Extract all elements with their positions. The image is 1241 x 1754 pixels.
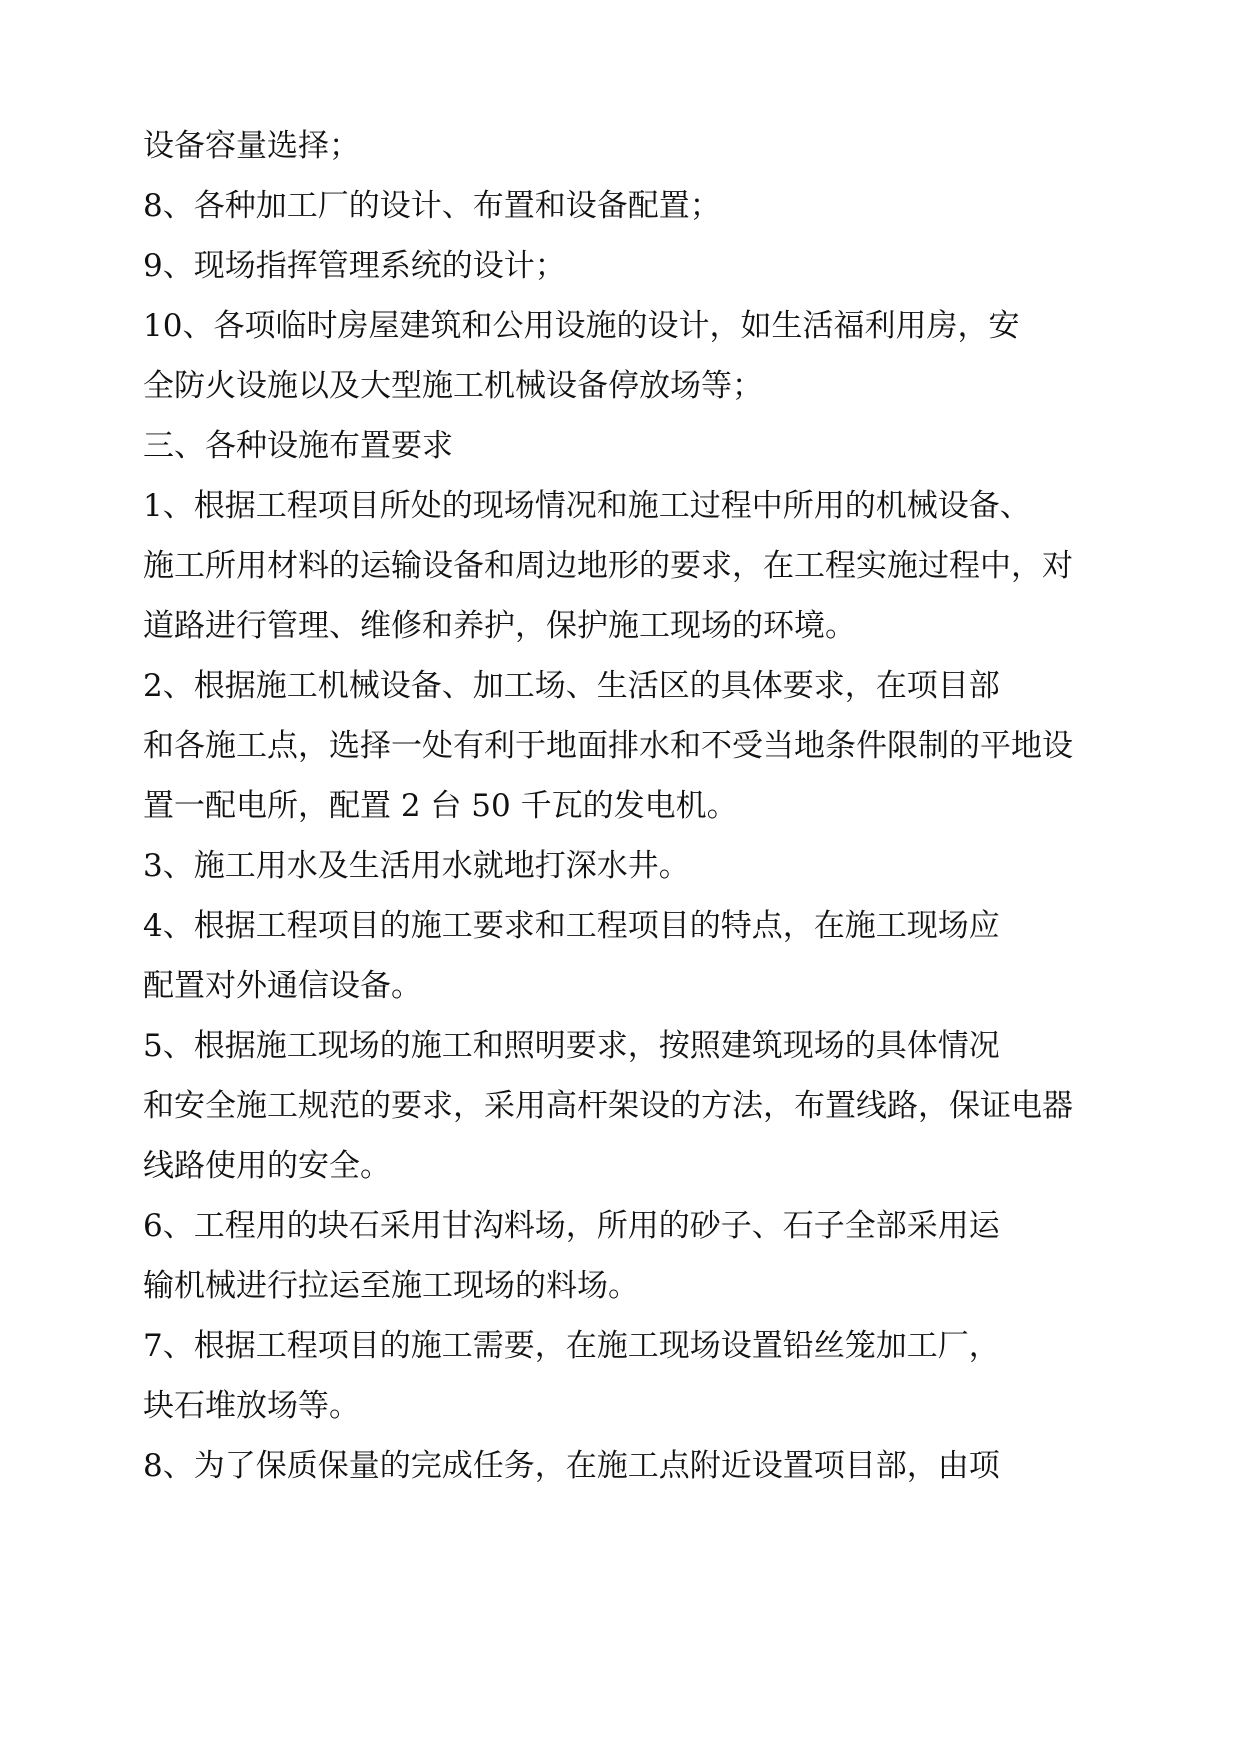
text-line: 8、为了保质保量的完成任务，在施工点附近设置项目部，由项 [143,1448,1000,1484]
text-line: 7、根据工程项目的施工需要，在施工现场设置铅丝笼加工厂， [143,1328,1000,1364]
text-line: 和各施工点，选择一处有利于地面排水和不受当地条件限制的平地设 [143,728,1073,764]
text-line: 9、现场指挥管理系统的设计； [143,248,566,284]
text-line: 2、根据施工机械设备、加工场、生活区的具体要求，在项目部 [143,668,1000,704]
text-line: 施工所用材料的运输设备和周边地形的要求，在工程实施过程中，对 [143,548,1073,584]
text-line: 和安全施工规范的要求，采用高杆架设的方法，布置线路，保证电器 [143,1088,1073,1124]
text-line: 置一配电所，配置 2 台 50 千瓦的发电机。 [143,788,738,824]
text-line: 块石堆放场等。 [143,1388,360,1424]
text-line: 1、根据工程项目所处的现场情况和施工过程中所用的机械设备、 [143,488,1031,524]
text-line: 8、各种加工厂的设计、布置和设备配置； [143,188,721,224]
text-line: 6、工程用的块石采用甘沟料场，所用的砂子、石子全部采用运 [143,1208,1000,1244]
text-line: 4、根据工程项目的施工要求和工程项目的特点，在施工现场应 [143,908,1000,944]
text-line: 10、各项临时房屋建筑和公用设施的设计，如生活福利用房，安 [143,308,1020,344]
text-line: 线路使用的安全。 [143,1148,391,1184]
text-line: 道路进行管理、维修和养护，保护施工现场的环境。 [143,608,856,644]
section-heading: 三、各种设施布置要求 [143,428,453,464]
text-line: 设备容量选择； [143,128,360,164]
text-line: 5、根据施工现场的施工和照明要求，按照建筑现场的具体情况 [143,1028,1000,1064]
text-line: 配置对外通信设备。 [143,968,422,1004]
text-line: 输机械进行拉运至施工现场的料场。 [143,1268,639,1304]
text-line: 3、施工用水及生活用水就地打深水井。 [143,848,690,884]
text-line: 全防火设施以及大型施工机械设备停放场等； [143,368,763,404]
